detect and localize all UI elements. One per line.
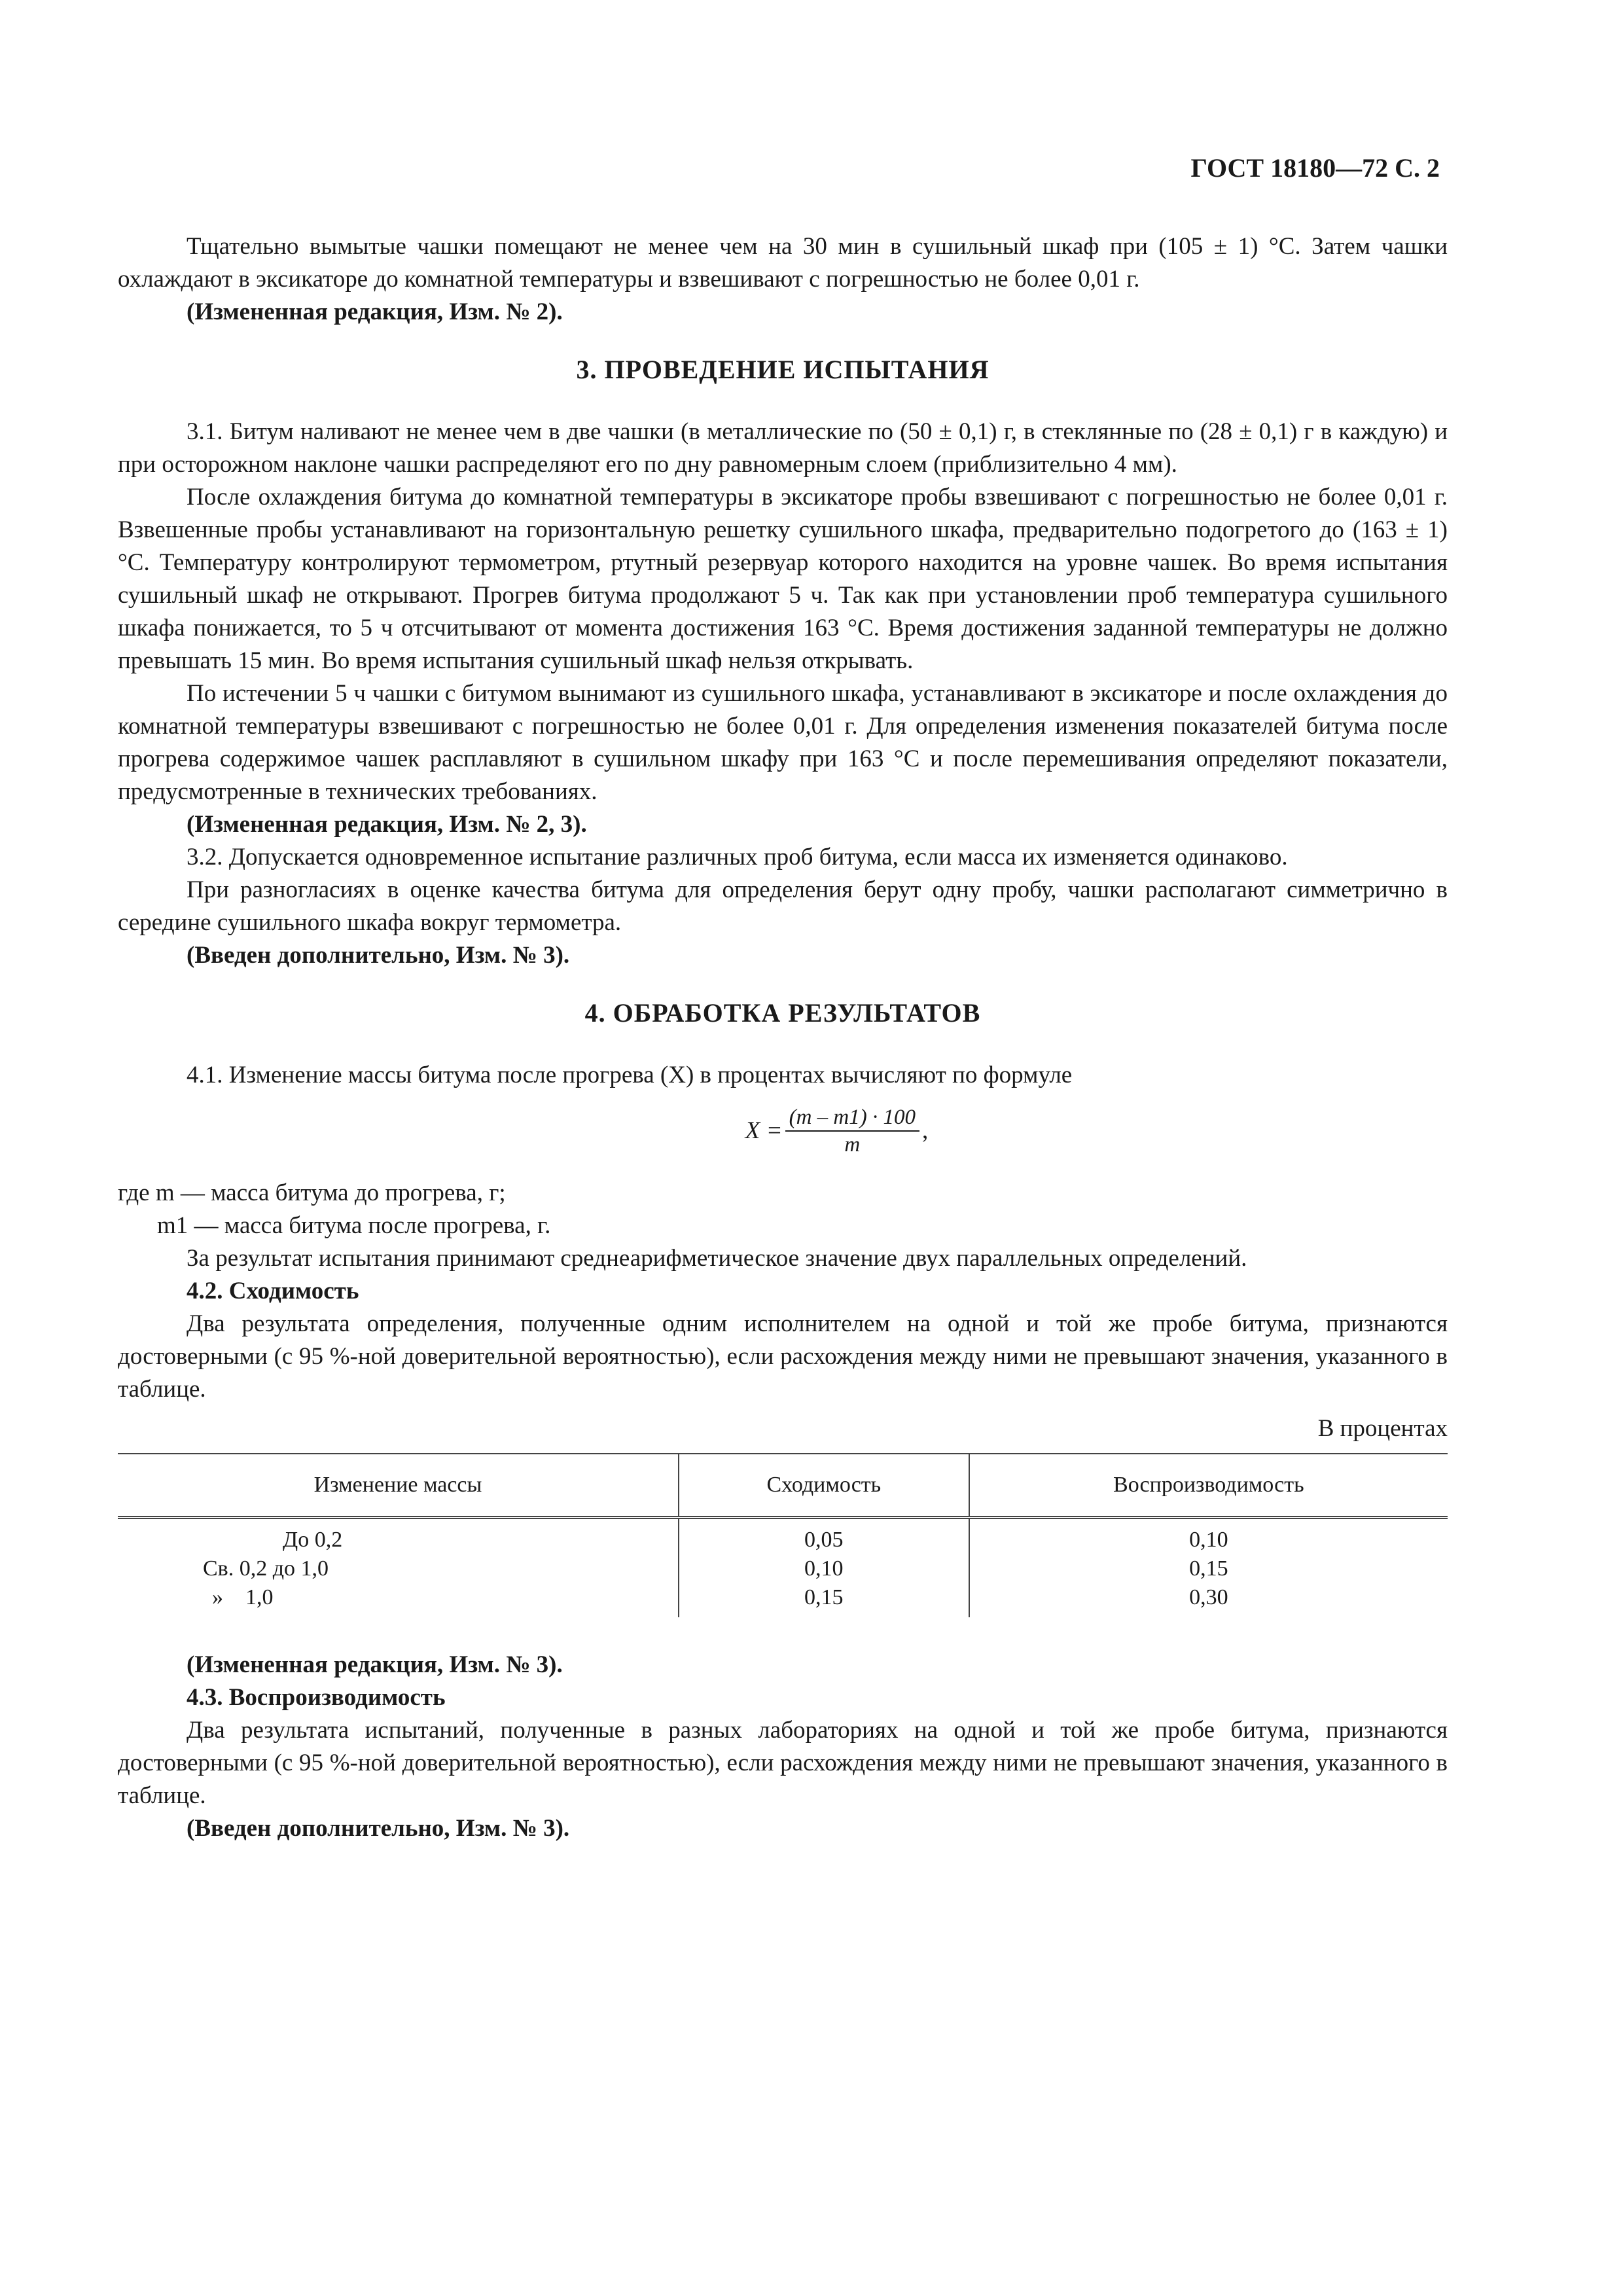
note-prep: (Измененная редакция, Изм. № 2). xyxy=(187,298,563,325)
table-cell: До 0,2 xyxy=(283,1528,343,1552)
note-4-3: (Введен дополнительно, Изм. № 3). xyxy=(187,1815,570,1842)
paragraph-3-2: 3.2. Допускается одновременное испытание различных проб битума, если масса их изменяется одинаково. xyxy=(187,844,1288,870)
paragraph-4-2: Два результата определения, полученные одним исполнителем на одной и той же пробе битума, признаются достоверными (с 95 %-ной доверительной вероятностью), если расхождения между ними не превышают значения, указанного в таблице. xyxy=(118,1310,1448,1403)
table-cell: 0,15 xyxy=(804,1585,844,1609)
where-line-1: где m — масса битума до прогрева, г; xyxy=(118,1179,506,1206)
formula-tail: , xyxy=(921,1117,929,1144)
table-unit-caption: В процентах xyxy=(1317,1415,1448,1442)
table-cell: 0,05 xyxy=(804,1528,844,1552)
page-header: ГОСТ 18180—72 С. 2 xyxy=(1190,153,1440,183)
paragraph-3-1-c: По истечении 5 ч чашки с битумом вынимают из сушильного шкафа, устанавливают в эксикаторе и после охлаждения до комнатной температуры взвешивают с погрешностью не более 0,01 г. Для определения изменения показателей битума после прогрева содержимое чашек расплавляют в сушильном шкафу при 163 °С и после перемешивания определяют показатели, предусмотренные в технических требованиях. xyxy=(118,680,1448,805)
table-cell: 0,10 xyxy=(1189,1528,1228,1552)
where-line-2: m1 — масса битума после прогрева, г. xyxy=(157,1212,551,1239)
paragraph-prep: Тщательно вымытые чашки помещают не менее чем на 30 мин в сушильный шкаф при (105 ± 1) °С. Затем чашки охлаждают в эксикаторе до комнатной температуры и взвешивают с погрешностью не более 0,01 г. xyxy=(118,233,1448,293)
formula xyxy=(118,1093,1448,1169)
document-body xyxy=(118,230,1448,1845)
table-cell-column-2 xyxy=(679,1518,969,1618)
table-cell: Св. 0,2 до 1,0 xyxy=(203,1556,329,1581)
note-4-2: (Измененная редакция, Изм. № 3). xyxy=(187,1651,563,1678)
paragraph-3-1-b: После охлаждения битума до комнатной температуры в эксикаторе пробы взвешивают с погрешностью не более 0,01 г. Взвешенные пробы устанавливают на горизонтальную решетку сушильного шкафа, предварительно подогретого до (163 ± 1) °С. Температуру контролируют термометром, ртутный резервуар которого находится на уровне чашек. Во время испытания сушильный шкаф не открывают. Прогрев битума продолжают 5 ч. Так как при установлении проб температура сушильного шкафа понижается, то 5 ч отсчитывают от момента достижения 163 °С. Время достижения заданной температуры не должно превышать 15 мин. Во время испытания сушильный шкаф нельзя открывать. xyxy=(118,484,1448,674)
table-cell: » 1,0 xyxy=(212,1585,274,1609)
paragraph-3-1: 3.1. Битум наливают не менее чем в две чашки (в металлические по (50 ± 0,1) г, в стеклянные по (28 ± 0,1) г в каждую) и при осторожном наклоне чашки распределяют его по дну равномерным слоем (приблизительно 4 мм). xyxy=(118,418,1448,478)
table-cell: 0,30 xyxy=(1189,1585,1228,1609)
paragraph-4-3: Два результата испытаний, полученные в разных лабораториях на одной и той же пробе битума, признаются достоверными (с 95 %-ной доверительной вероятностью), если расхождения между ними не превышают значения, указанного в таблице. xyxy=(118,1717,1448,1809)
paragraph-4-1: 4.1. Изменение массы битума после прогрева (X) в процентах вычисляют по формуле xyxy=(187,1062,1073,1088)
formula-lhs: X = xyxy=(745,1117,783,1144)
table-header: Воспроизводимость xyxy=(969,1454,1448,1518)
paragraph-4-1-b: За результат испытания принимают среднеарифметическое значение двух параллельных определений. xyxy=(187,1245,1247,1272)
heading-4-2: 4.2. Сходимость xyxy=(187,1278,359,1304)
table-cell-column-1 xyxy=(118,1518,679,1618)
section-4-title: 4. ОБРАБОТКА РЕЗУЛЬТАТОВ xyxy=(584,998,981,1028)
table-cell: 0,15 xyxy=(1189,1556,1228,1581)
section-3-title: 3. ПРОВЕДЕНИЕ ИСПЫТАНИЯ xyxy=(576,355,990,384)
formula-numerator: (m – m1) · 100 xyxy=(785,1104,919,1132)
formula-fraction xyxy=(785,1104,919,1158)
table-cell: 0,10 xyxy=(804,1556,844,1581)
results-table xyxy=(118,1453,1448,1617)
note-3-1: (Измененная редакция, Изм. № 2, 3). xyxy=(187,811,587,838)
table-row xyxy=(118,1518,1448,1618)
table-header-row xyxy=(118,1454,1448,1518)
paragraph-3-2-b: При разногласиях в оценке качества битума для определения берут одну пробу, чашки располагают симметрично в середине сушильного шкафа вокруг термометра. xyxy=(118,876,1448,936)
heading-4-3: 4.3. Воспроизводимость xyxy=(187,1684,446,1711)
table-header: Изменение массы xyxy=(118,1454,679,1518)
formula-denominator: m xyxy=(844,1133,861,1157)
note-3-2: (Введен дополнительно, Изм. № 3). xyxy=(187,942,570,969)
table-cell-column-3 xyxy=(969,1518,1448,1618)
table-header: Сходимость xyxy=(679,1454,969,1518)
